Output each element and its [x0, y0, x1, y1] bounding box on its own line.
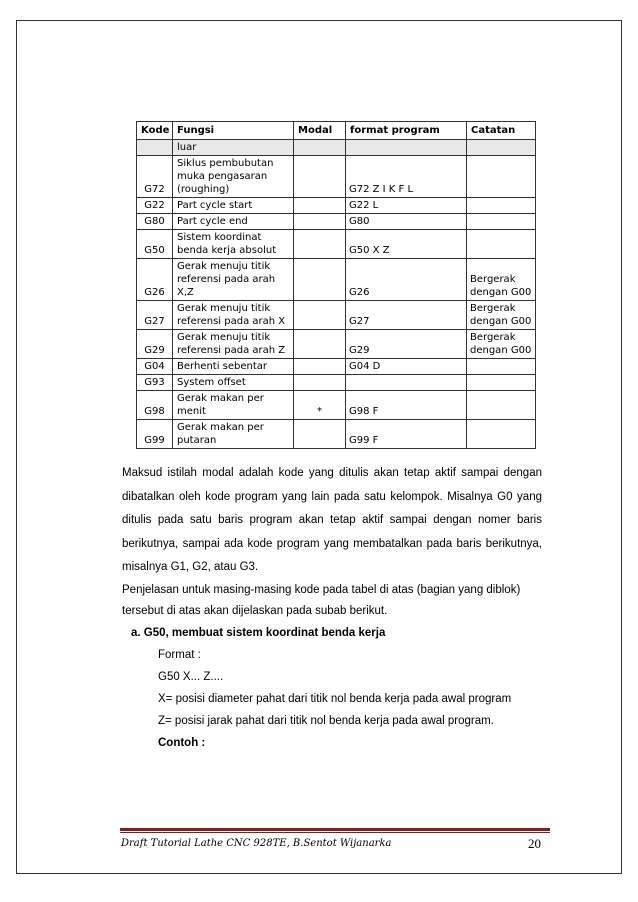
- header-fungsi: Fungsi: [173, 122, 294, 140]
- cell-catatan: [467, 375, 536, 391]
- paragraph-modal: Maksud istilah modal adalah kode yang ditulis akan tetap aktif sampai dengan dibatalkan oleh kode program yang lain pada satu kelompok. Misalnya G0 yang ditulis pada satu baris program akan tetap aktif sampai dengan nomer baris berikutnya, sampai ada kode program yang membatalkan pada baris berikutnya, misalnya G1, G2, atau G3.: [122, 467, 542, 573]
- cell-kode: G98: [137, 391, 173, 420]
- cell-modal: [294, 140, 346, 156]
- cell-kode: G29: [137, 330, 173, 359]
- cell-format: [346, 375, 467, 391]
- format-value: G50 X... Z....: [158, 670, 224, 683]
- cell-format: G22 L: [346, 198, 467, 214]
- header-kode: Kode: [137, 122, 173, 140]
- cell-fungsi: Gerak makan per menit: [173, 391, 294, 420]
- cell-kode: G93: [137, 375, 173, 391]
- cell-catatan: [467, 359, 536, 375]
- cell-format: G29: [346, 330, 467, 359]
- cell-kode: [137, 140, 173, 156]
- cell-modal: [294, 301, 346, 330]
- cell-kode: G04: [137, 359, 173, 375]
- cell-fungsi: Gerak menuju titik referensi pada arah Z: [173, 330, 294, 359]
- contoh-label: Contoh :: [158, 736, 206, 749]
- cell-catatan: Bergerak dengan G00: [467, 330, 536, 359]
- header-format: format program: [346, 122, 467, 140]
- cell-fungsi: luar: [173, 140, 294, 156]
- cell-format: G26: [346, 259, 467, 301]
- cell-fungsi: Part cycle end: [173, 214, 294, 230]
- cell-format: G80: [346, 214, 467, 230]
- cell-catatan: [467, 391, 536, 420]
- cell-format: [346, 140, 467, 156]
- cell-modal: [294, 156, 346, 198]
- footer-rule: [120, 828, 550, 831]
- cell-modal: *: [294, 391, 346, 420]
- cell-modal: [294, 359, 346, 375]
- table-row: [137, 420, 536, 449]
- cell-modal: [294, 259, 346, 301]
- z-description: Z= posisi jarak pahat dari titik nol benda kerja pada awal program.: [158, 714, 494, 727]
- table-row: [137, 214, 536, 230]
- cell-catatan: [467, 420, 536, 449]
- body-text: [122, 462, 542, 754]
- cell-fungsi: Berhenti sebentar: [173, 359, 294, 375]
- table-row: [137, 259, 536, 301]
- cell-catatan: [467, 156, 536, 198]
- cell-catatan: Bergerak dengan G00: [467, 301, 536, 330]
- cell-modal: [294, 330, 346, 359]
- footer-title: Draft Tutorial Lathe CNC 928TE, B.Sentot Wijanarka: [121, 838, 392, 849]
- cell-kode: G22: [137, 198, 173, 214]
- cell-kode: G27: [137, 301, 173, 330]
- cell-modal: [294, 375, 346, 391]
- cell-catatan: [467, 198, 536, 214]
- table-row: [137, 359, 536, 375]
- cell-modal: [294, 198, 346, 214]
- cell-catatan: [467, 214, 536, 230]
- cell-format: G27: [346, 301, 467, 330]
- paragraph-penjelasan-line2: tersebut di atas akan dijelaskan pada subab berikut.: [122, 604, 388, 617]
- cell-kode: G99: [137, 420, 173, 449]
- table-header-row: [137, 122, 536, 140]
- cell-kode: G72: [137, 156, 173, 198]
- cell-format: G98 F: [346, 391, 467, 420]
- x-description: X= posisi diameter pahat dari titik nol benda kerja pada awal program: [158, 692, 512, 705]
- cell-format: G04 D: [346, 359, 467, 375]
- table-row: [137, 301, 536, 330]
- cell-modal: [294, 420, 346, 449]
- cell-format: G99 F: [346, 420, 467, 449]
- table-row: [137, 156, 536, 198]
- page-number: 20: [528, 836, 541, 851]
- cell-fungsi: Siklus pembubutan muka pengasaran (roughing): [173, 156, 294, 198]
- cell-modal: [294, 230, 346, 259]
- cell-kode: G50: [137, 230, 173, 259]
- table-row: [137, 391, 536, 420]
- table-row: [137, 230, 536, 259]
- cell-fungsi: Part cycle start: [173, 198, 294, 214]
- g-code-table: [136, 121, 536, 449]
- header-catatan: Catatan: [467, 122, 536, 140]
- cell-format: G50 X Z: [346, 230, 467, 259]
- cell-kode: G26: [137, 259, 173, 301]
- section-a-heading: a. G50, membuat sistem koordinat benda kerja: [131, 626, 386, 639]
- cell-fungsi: System offset: [173, 375, 294, 391]
- cell-catatan: [467, 230, 536, 259]
- cell-fungsi: Sistem koordinat benda kerja absolut: [173, 230, 294, 259]
- cell-catatan: [467, 140, 536, 156]
- table-row: [137, 198, 536, 214]
- cell-format: G72 Z I K F L: [346, 156, 467, 198]
- table-row: [137, 330, 536, 359]
- table-row: [137, 140, 536, 156]
- cell-fungsi: Gerak makan per putaran: [173, 420, 294, 449]
- cell-fungsi: Gerak menuju titik referensi pada arah X: [173, 301, 294, 330]
- paragraph-penjelasan-line1: Penjelasan untuk masing-masing kode pada tabel di atas (bagian yang diblok): [122, 583, 521, 596]
- table-body: [137, 140, 536, 449]
- cell-modal: [294, 214, 346, 230]
- table-row: [137, 375, 536, 391]
- format-label: Format :: [158, 648, 201, 661]
- header-modal: Modal: [294, 122, 346, 140]
- cell-kode: G80: [137, 214, 173, 230]
- cell-fungsi: Gerak menuju titik referensi pada arah X,Z: [173, 259, 294, 301]
- footer-rule-thin: [120, 832, 550, 833]
- cell-catatan: Bergerak dengan G00: [467, 259, 536, 301]
